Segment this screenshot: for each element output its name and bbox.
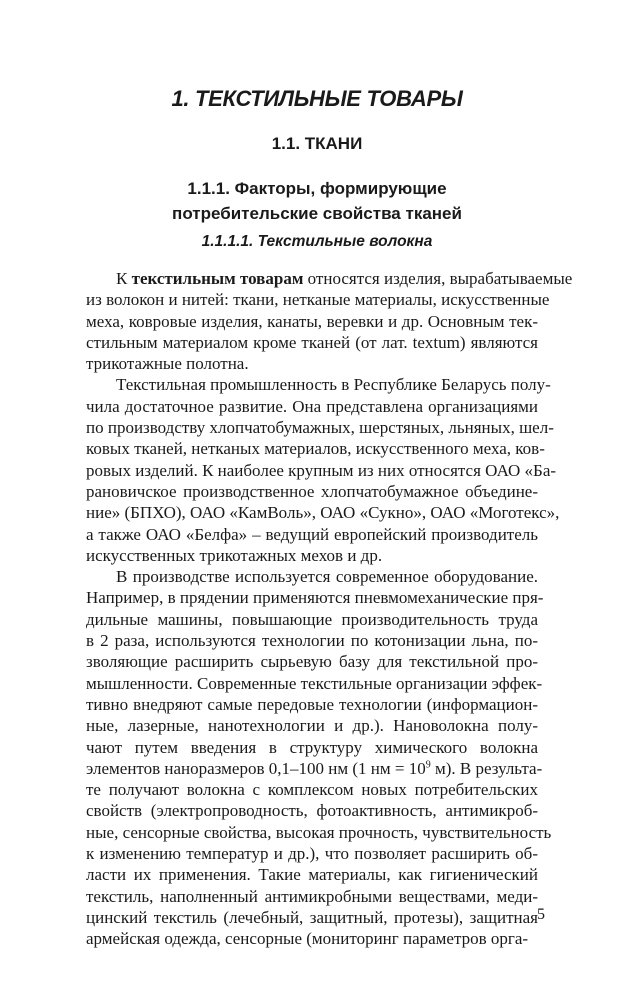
text-line: свойств (электропроводность, фотоактивность, антимикроб- — [86, 801, 538, 821]
text-line: ные, лазерные, нанотехнологии и др.). Нановолокна полу- — [86, 716, 538, 736]
page-number: 5 — [537, 906, 545, 923]
subsection-title-line-1: 1.1.1. Факторы, формирующие — [187, 179, 447, 198]
text-line: чают путем введения в структуру химического волокна — [86, 737, 538, 757]
subsubsection-title: 1.1.1.1. Текстильные волокна — [201, 233, 433, 250]
text-line: чила достаточное развитие. Она представлена организациями — [86, 396, 538, 416]
paragraph — [86, 566, 552, 949]
body-text — [86, 268, 573, 950]
text-line: цинский текстиль (лечебный, защитный, протезы), защитная — [86, 907, 538, 927]
text-line: ные, сенсорные свойства, высокая прочность, чувствительность — [86, 822, 552, 842]
text-line: к изменению температур и др.), что позволяет расширить об- — [86, 844, 538, 864]
exponent: 9 — [425, 759, 431, 771]
text-line: дильные машины, повышающие производительность труда — [86, 609, 538, 629]
text-line: рановичское производственное хлопчатобумажное объедине- — [86, 481, 538, 501]
text-line: ровых изделий. К наиболее крупным из них относятся ОАО «Ба- — [86, 460, 557, 480]
text-line: Например, в прядении применяются пневмомеханические пря- — [86, 588, 544, 608]
text-line: из волокон и нитей: ткани, нетканые материалы, искусственные — [86, 290, 550, 310]
text-line: а также ОАО «Белфа» – ведущий европейский производитель — [86, 524, 538, 544]
text-line: тивно внедряют самые передовые технологии (информацион- — [86, 694, 538, 714]
text-line: ласти их применения. Такие материалы, как гигиенический — [86, 865, 538, 885]
text-line: В производстве используется современное оборудование. — [116, 567, 538, 587]
text-line: искусственных трикотажных мехов и др. — [86, 545, 383, 565]
subsection-title — [0, 176, 634, 226]
text-line: элементов наноразмеров 0,1–100 нм (1 нм = $10^9$ м). В результа- — [86, 758, 543, 778]
text-line: текстиль, наполненный антимикробными веществами, меди- — [86, 886, 538, 906]
text-line: трикотажные полотна. — [86, 354, 249, 374]
text-line: мышленности. Современные текстильные организации эффек- — [86, 673, 543, 693]
text-line: меха, ковровые изделия, канаты, веревки и др. Основным тек- — [86, 311, 538, 331]
paragraph — [86, 268, 573, 374]
text-line: по производству хлопчатобумажных, шерстяных, льняных, шел- — [86, 418, 554, 438]
section-title: 1.1. ТКАНИ — [271, 134, 363, 153]
subsection-title-line-2: потребительские свойства тканей — [172, 204, 462, 223]
paragraph — [86, 374, 560, 566]
text-line: К текстильным товарам относятся изделия, вырабатываемые — [116, 269, 573, 288]
text-line: ковых тканей, нетканых материалов, искусственного меха, ков- — [86, 439, 545, 459]
bold-term: текстильным товарам — [131, 269, 304, 288]
text-line: ние» (БПХО), ОАО «КамВоль», ОАО «Сукно», ОАО «Моготекс», — [86, 503, 560, 523]
text-line: в 2 раза, используются технологии по котонизации льна, по- — [86, 631, 538, 651]
text-line: стильным материалом кроме тканей (от лат. textum) являются — [86, 332, 538, 352]
text-line: армейская одежда, сенсорные (мониторинг параметров орга- — [86, 929, 529, 949]
text-line: зволяющие расширить сырьевую базу для текстильной про- — [86, 652, 538, 672]
text-line: Текстильная промышленность в Республике Беларусь полу- — [116, 375, 551, 395]
chapter-title: 1. ТЕКСТИЛЬНЫЕ ТОВАРЫ — [171, 86, 463, 111]
text-line: те получают волокна с комплексом новых потребительских — [86, 780, 538, 800]
